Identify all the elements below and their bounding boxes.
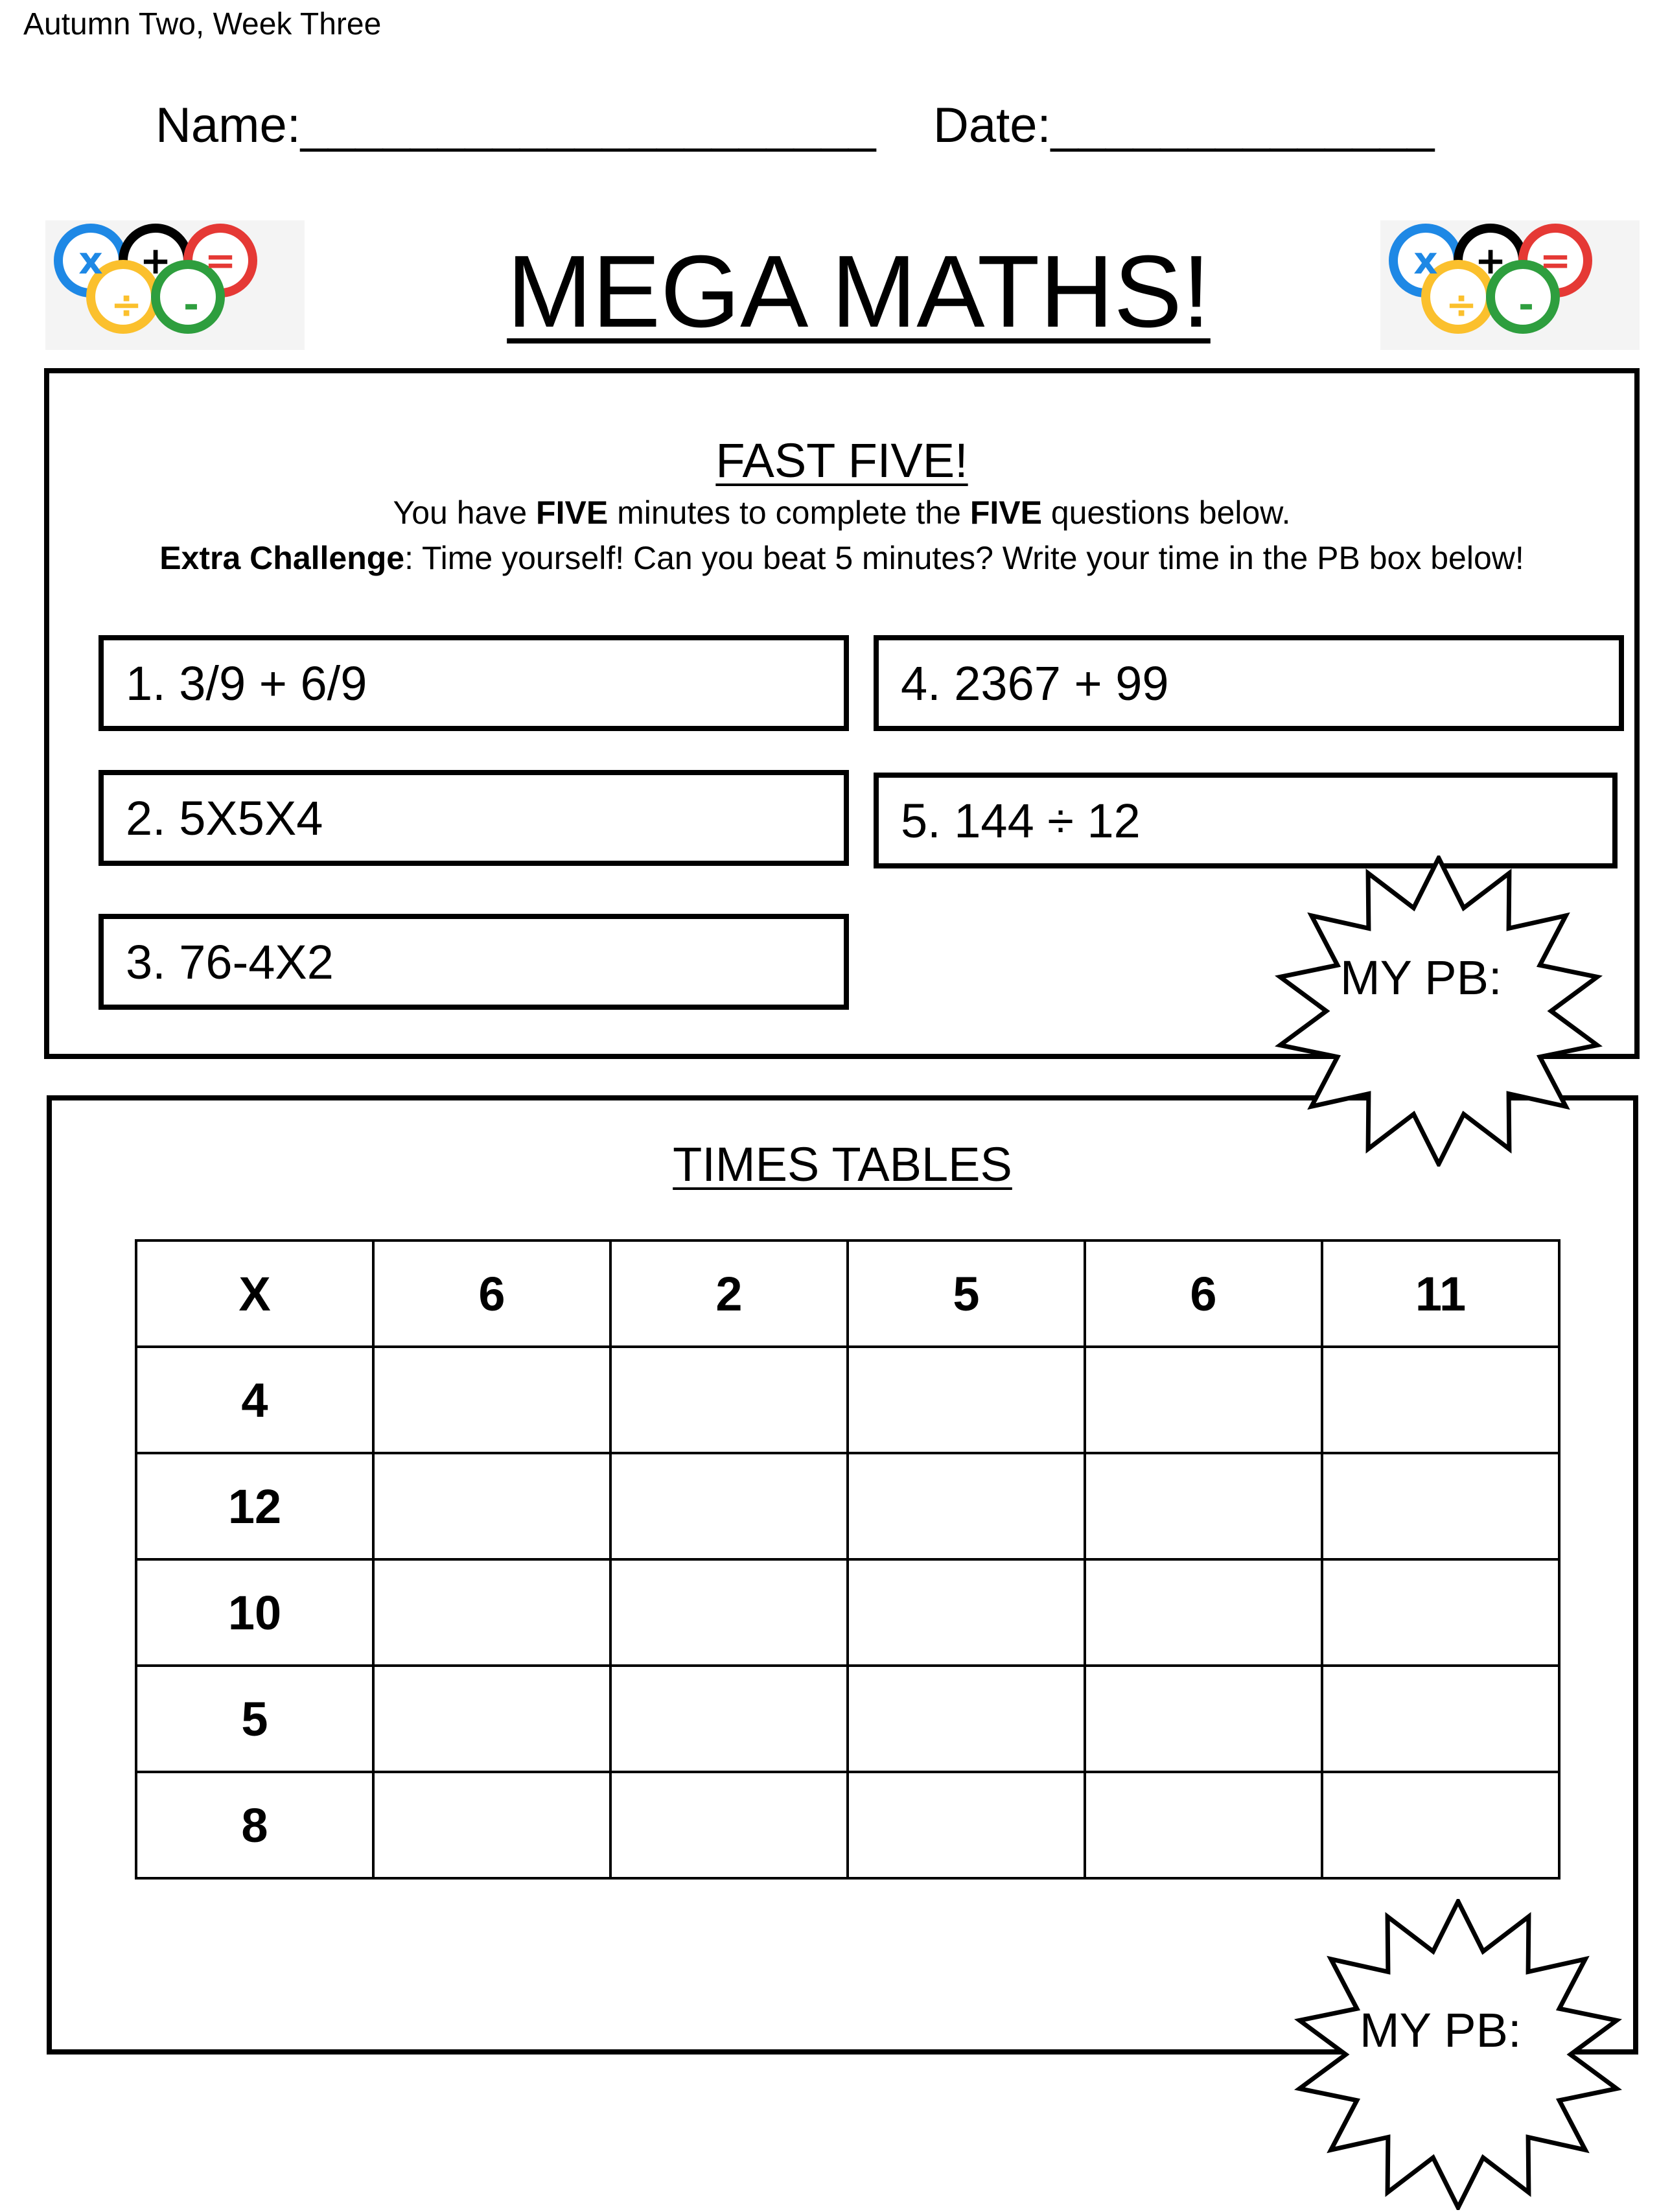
instruction-line-1 <box>49 494 1634 531</box>
maths-symbol-icon: - <box>1518 283 1535 327</box>
answer-cell[interactable] <box>848 1453 1085 1559</box>
answer-cell[interactable] <box>848 1666 1085 1772</box>
row-header-cell: 4 <box>136 1347 373 1453</box>
column-header-cell: 6 <box>1085 1240 1322 1347</box>
answer-cell[interactable] <box>373 1772 610 1878</box>
maths-symbol-icon: ÷ <box>110 283 143 327</box>
rings-graphic <box>1380 220 1640 350</box>
page-title: MEGA MATHS! <box>507 235 1211 349</box>
pb-starburst[interactable] <box>1270 856 1607 1167</box>
answer-cell[interactable] <box>373 1559 610 1666</box>
table-row <box>136 1347 1559 1453</box>
row-header-cell: 12 <box>136 1453 373 1559</box>
answer-cell[interactable] <box>1322 1559 1559 1666</box>
answer-cell[interactable] <box>848 1559 1085 1666</box>
column-header-cell: 5 <box>848 1240 1085 1347</box>
name-field[interactable]: Name:_____________________ <box>156 98 876 153</box>
instruction-line-2 <box>49 539 1634 577</box>
answer-cell[interactable] <box>1322 1347 1559 1453</box>
maths-symbol-icon: ÷ <box>1445 283 1478 327</box>
instruction-text-run: : Time yourself! Can you beat 5 minutes? Write your time in the PB box below! <box>404 540 1524 576</box>
table-row <box>136 1559 1559 1666</box>
question-box[interactable]: 2. 5X5X4 <box>99 770 849 866</box>
row-header-cell: 8 <box>136 1772 373 1878</box>
question-box[interactable]: 5. 144 ÷ 12 <box>874 773 1618 868</box>
fast-five-heading: FAST FIVE! <box>715 434 968 487</box>
maths-symbol-icon: x <box>78 239 103 283</box>
pb-label: MY PB: <box>1360 2003 1522 2057</box>
table-row <box>136 1666 1559 1772</box>
answer-cell[interactable] <box>1085 1666 1322 1772</box>
answer-cell[interactable] <box>1085 1559 1322 1666</box>
maths-symbol-icon: = <box>204 239 237 283</box>
question-box[interactable]: 3. 76-4X2 <box>99 914 849 1010</box>
instruction-text-run: FIVE <box>536 495 609 531</box>
table-corner-cell: X <box>136 1240 373 1347</box>
maths-symbol-icon: x <box>1413 239 1438 283</box>
row-header-cell: 10 <box>136 1559 373 1666</box>
answer-cell[interactable] <box>610 1347 848 1453</box>
pb-label: MY PB: <box>1340 951 1502 1005</box>
column-header-cell: 6 <box>373 1240 610 1347</box>
answer-cell[interactable] <box>1322 1772 1559 1878</box>
instruction-text-run: Extra Challenge <box>159 540 405 576</box>
answer-cell[interactable] <box>610 1666 848 1772</box>
answer-cell[interactable] <box>1085 1453 1322 1559</box>
instruction-text-run: FIVE <box>969 495 1042 531</box>
table-row <box>136 1772 1559 1878</box>
instruction-text-run: minutes to complete the <box>608 495 970 531</box>
answer-cell[interactable] <box>373 1453 610 1559</box>
answer-cell[interactable] <box>610 1453 848 1559</box>
column-header-cell: 2 <box>610 1240 848 1347</box>
maths-symbol-icon: + <box>1474 239 1507 283</box>
answer-cell[interactable] <box>1322 1666 1559 1772</box>
answer-cell[interactable] <box>373 1666 610 1772</box>
question-box[interactable]: 4. 2367 + 99 <box>874 635 1624 731</box>
date-field[interactable]: Date:______________ <box>933 98 1435 153</box>
column-header-cell: 11 <box>1322 1240 1559 1347</box>
question-box[interactable]: 1. 3/9 + 6/9 <box>99 635 849 731</box>
instruction-text-run: You have <box>393 495 537 531</box>
times-tables-grid <box>135 1239 1560 1880</box>
times-tables-heading: TIMES TABLES <box>673 1137 1012 1191</box>
answer-cell[interactable] <box>1085 1347 1322 1453</box>
answer-cell[interactable] <box>610 1559 848 1666</box>
table-header-row <box>136 1240 1559 1347</box>
pb-starburst[interactable] <box>1290 1899 1627 2210</box>
answer-cell[interactable] <box>373 1347 610 1453</box>
answer-cell[interactable] <box>848 1347 1085 1453</box>
maths-symbol-icon: + <box>139 239 172 283</box>
table-row <box>136 1453 1559 1559</box>
term-label: Autumn Two, Week Three <box>23 7 382 41</box>
olympic-rings-maths-symbols-icon <box>1380 220 1640 350</box>
instruction-text-run: questions below. <box>1041 495 1291 531</box>
answer-cell[interactable] <box>1322 1453 1559 1559</box>
answer-cell[interactable] <box>848 1772 1085 1878</box>
row-header-cell: 5 <box>136 1666 373 1772</box>
maths-symbol-icon: = <box>1539 239 1572 283</box>
starburst-icon <box>1270 856 1607 1167</box>
starburst-shape <box>1280 858 1597 1164</box>
answer-cell[interactable] <box>610 1772 848 1878</box>
answer-cell[interactable] <box>1085 1772 1322 1878</box>
maths-symbol-icon: - <box>183 283 200 327</box>
